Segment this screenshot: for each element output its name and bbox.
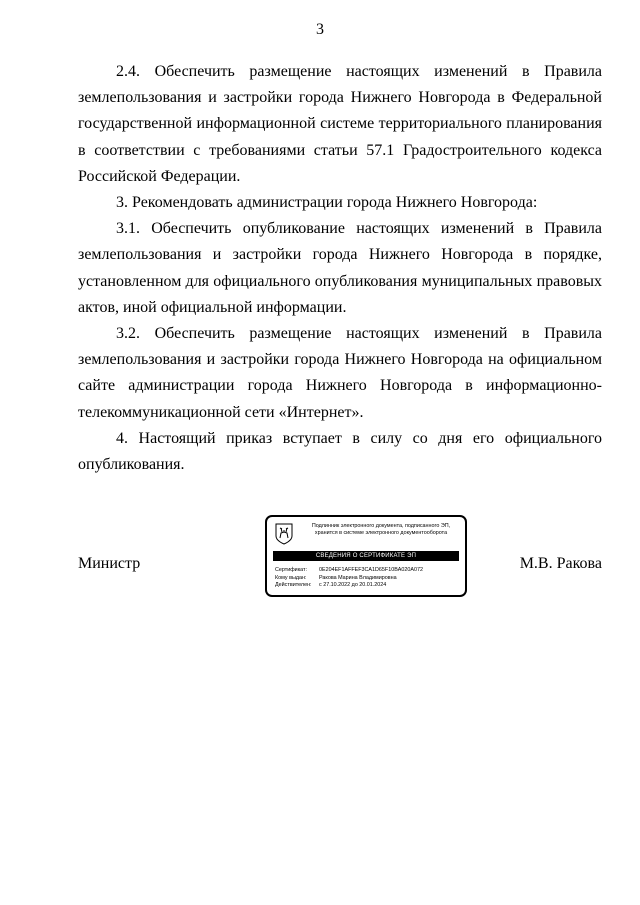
- stamp-notice-line2: хранится в системе электронного документооборота: [314, 530, 448, 536]
- valid-value: с 27.10.2022 до 20.01.2024: [319, 582, 387, 589]
- valid-line: [275, 582, 463, 590]
- issued-to-value: Ракова Марина Владимировна: [319, 574, 397, 581]
- stamp-notice: [299, 523, 463, 537]
- paragraph-4: 4. Настоящий приказ вступает в силу со дня его официального опубликования.: [78, 429, 602, 474]
- stamp-notice-line1: Подлинник электронного документа, подписанного ЭП,: [311, 523, 451, 529]
- paragraph-3: 3. Рекомендовать администрации города Нижнего Новгорода:: [116, 194, 538, 212]
- certificate-line: [275, 567, 463, 575]
- coat-of-arms-deer-icon: [275, 523, 293, 545]
- issued-to-label: Кому выдан:: [275, 574, 307, 581]
- valid-label: Действителен:: [275, 582, 312, 589]
- paragraph-3-1: 3.1. Обеспечить опубликование настоящих изменений в Правила землепользования и застройки города Нижнего Новгорода в порядке, установленном для официального опубликования муниципальных правовых актов, иной официальной информации.: [78, 220, 602, 316]
- stamp-banner: СВЕДЕНИЯ О СЕРТИФИКАТЕ ЭП: [273, 551, 459, 561]
- document-body: [78, 59, 602, 478]
- certificate-value: 0E204EF1AFFEF3CA1D65F10BA020A072: [319, 567, 423, 573]
- signer-title: Министр: [78, 555, 141, 572]
- page-number: 3: [316, 21, 324, 38]
- paragraph-2-4: 2.4. Обеспечить размещение настоящих изменений в Правила землепользования и застройки города Нижнего Новгорода в Федеральной государственной информационной системе территориального планирования в соответствии с требованиями статьи 57.1 Градостроительного кодекса Российской Федерации.: [78, 63, 602, 185]
- certificate-label: Сертификат:: [275, 567, 308, 573]
- signer-name: М.В. Ракова: [519, 555, 602, 572]
- electronic-signature-stamp: [265, 515, 467, 597]
- paragraph-3-2: 3.2. Обеспечить размещение настоящих изменений в Правила землепользования и застройки города Нижнего Новгорода на официальном сайте администрации города Нижнего Новгорода в информационно-телекоммуникационной сети «Интернет».: [78, 325, 602, 421]
- stamp-details: [275, 567, 463, 590]
